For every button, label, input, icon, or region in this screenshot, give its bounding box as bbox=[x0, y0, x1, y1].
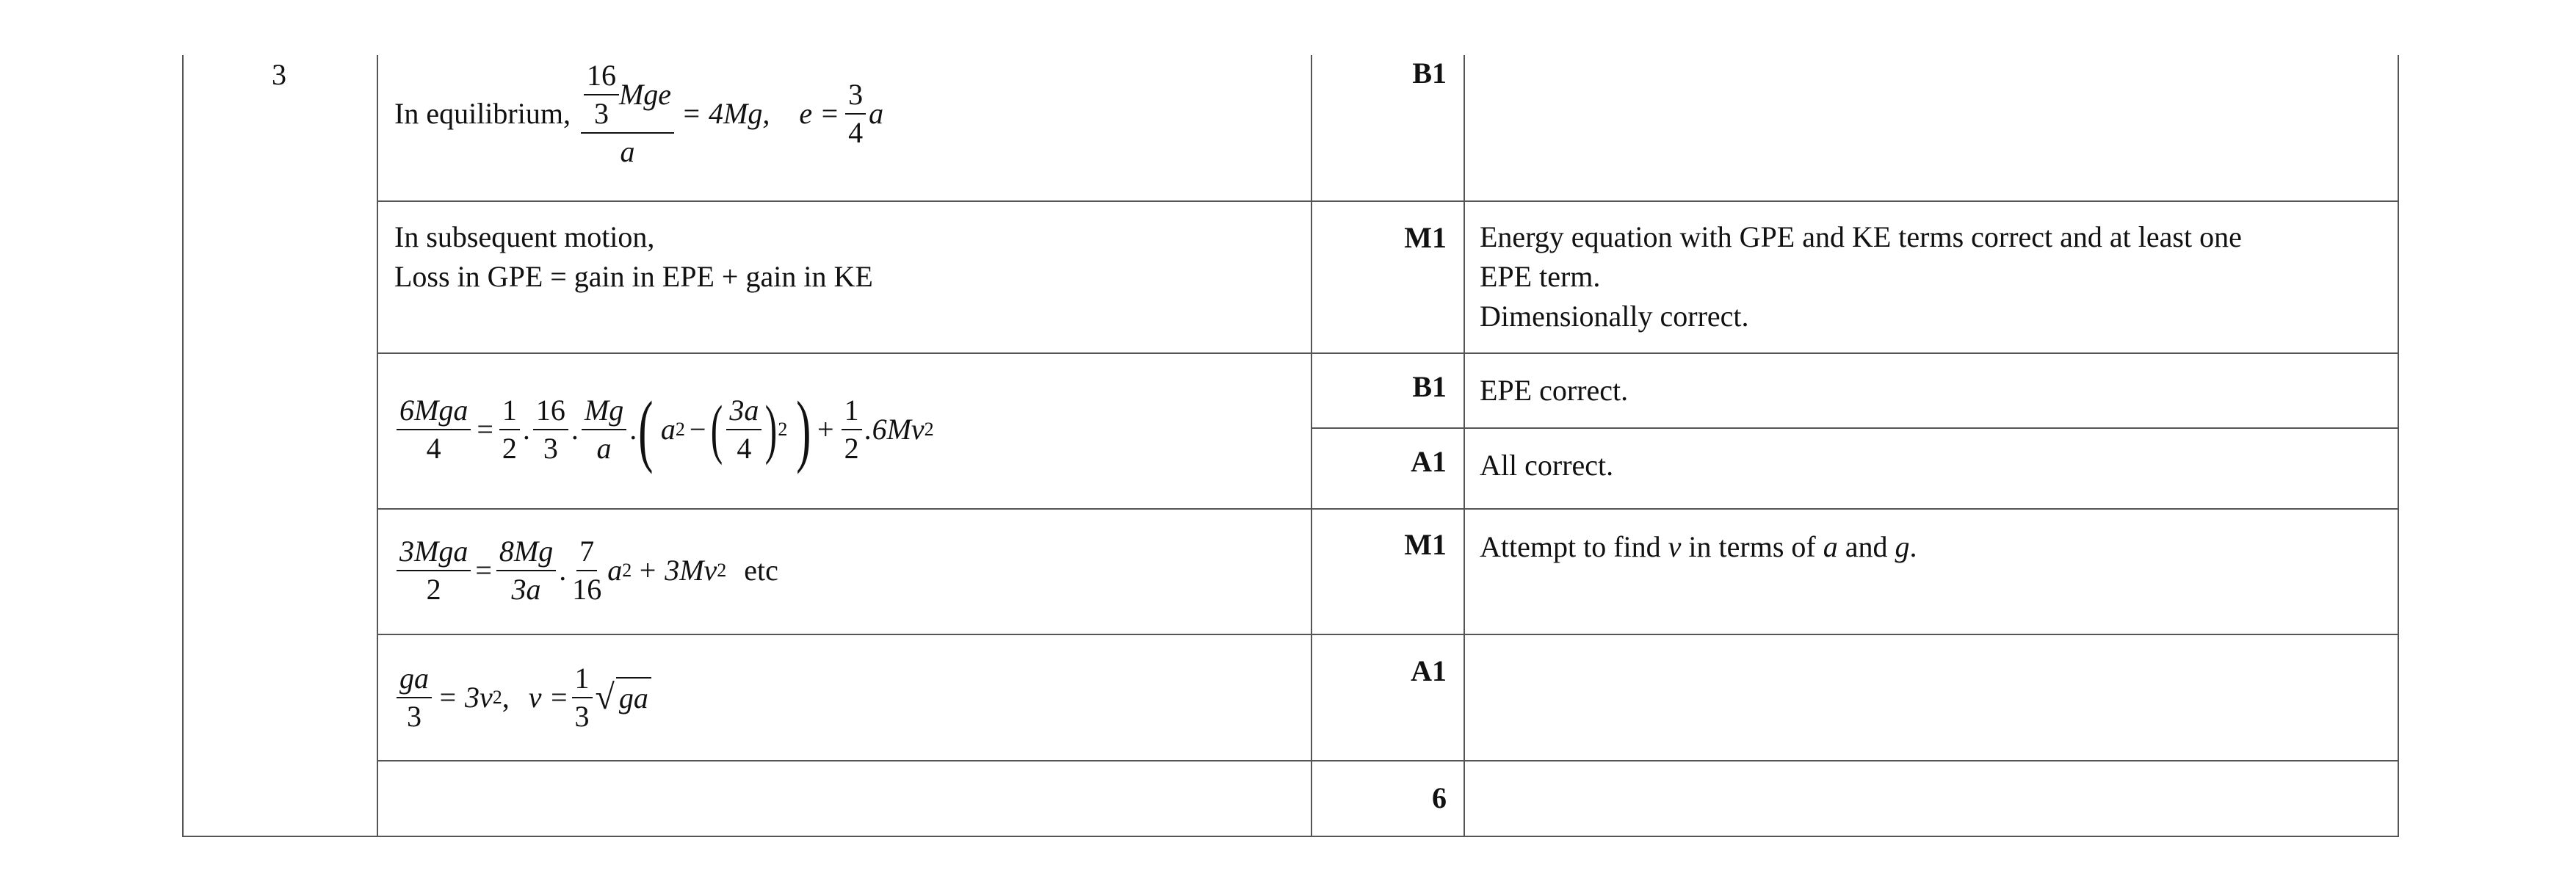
mark-m1-find-v: M1 bbox=[1404, 528, 1447, 561]
note-epe-correct: EPE correct. bbox=[1480, 374, 1629, 407]
energy-equation: $\frac{\text{6Mga}}{4}$ = $\frac{1}{2}$ . $\frac{16}{3}$ . $\frac{Mg}{a}$ . ( a 2 − ( $\frac{3a}{4}$ ) 2 ) + $\frac{1}{2}$ .6Mv 2 bbox=[397, 375, 934, 485]
one-third-fraction: $\frac{1}{3}$ bbox=[572, 662, 593, 734]
mark-m1-energy: M1 bbox=[1404, 221, 1447, 254]
open-paren: ( bbox=[638, 385, 654, 474]
equilibrium-rhs: = 4Mg, bbox=[681, 97, 770, 130]
row-divider bbox=[377, 508, 2399, 510]
equilibrium-equation: In equilibrium, $\frac{16}{3}$ Mge a = 4Mg, e = $\frac{3}{4}$ a bbox=[394, 59, 884, 168]
col-divider-mark bbox=[1464, 55, 1465, 837]
inner-open-paren: ( bbox=[711, 393, 723, 466]
inner-close-paren: ) bbox=[765, 393, 778, 466]
total-marks: 6 bbox=[1432, 781, 1447, 814]
row-divider bbox=[1311, 427, 2399, 429]
row-divider bbox=[377, 760, 2399, 761]
close-paren: ) bbox=[796, 385, 811, 474]
ga-over-three-fraction: $\frac{ga}{3}$ bbox=[397, 662, 432, 734]
row-divider bbox=[377, 634, 2399, 635]
mark-a1-answer: A1 bbox=[1411, 654, 1447, 687]
lhs-fraction-2: $\frac{\text{3Mga}}{2}$ bbox=[397, 535, 471, 607]
sixteen-thirds-fraction: $\frac{16}{3}$ bbox=[533, 394, 568, 466]
question-number: 3 bbox=[272, 58, 286, 91]
row-divider bbox=[377, 200, 2399, 202]
three-a-over-four-fraction: $\frac{3a}{4}$ bbox=[726, 394, 761, 466]
mark-a1-all-correct: A1 bbox=[1411, 445, 1447, 478]
three-quarters: $\frac{3}{4}$ bbox=[845, 78, 866, 150]
mark-b1-epe: B1 bbox=[1412, 370, 1447, 403]
row-divider bbox=[377, 352, 2399, 354]
eight-mg-fraction: $\frac{8Mg}{3a}$ bbox=[496, 535, 556, 607]
equilibrium-prefix: In equilibrium, bbox=[394, 97, 571, 130]
half-fraction: $\frac{1}{2}$ bbox=[499, 394, 520, 466]
table-border-left bbox=[182, 55, 184, 837]
note-energy-equation: Energy equation with GPE and KE terms correct and at least one EPE term. Dimensionally correct. bbox=[1480, 220, 2242, 333]
answer-equation: $\frac{ga}{3}$ = 3v 2 , v = $\frac{1}{3}$ √ ga bbox=[397, 650, 651, 745]
subsequent-motion-text: In subsequent motion, Loss in GPE = gain in EPE + gain in KE bbox=[394, 220, 873, 293]
lhs-fraction: $\frac{\text{6Mga}}{4}$ bbox=[397, 394, 471, 466]
extension-lhs: e = bbox=[799, 97, 840, 130]
sixteen-thirds: $\frac{16}{3}$ bbox=[584, 59, 619, 131]
equilibrium-fraction: $\frac{16}{3}$ Mge a bbox=[581, 59, 674, 169]
mg-over-a-fraction: $\frac{Mg}{a}$ bbox=[582, 394, 626, 466]
seven-sixteenths-fraction: $\frac{7}{16}$ bbox=[572, 535, 602, 606]
half-fraction-2: $\frac{1}{2}$ bbox=[842, 394, 862, 466]
sqrt-symbol: √ bbox=[595, 678, 615, 717]
mark-b1-equilibrium: B1 bbox=[1412, 57, 1447, 90]
table-border-right bbox=[2398, 55, 2399, 837]
simplified-equation: $\frac{\text{3Mga}}{2}$ = $\frac{8Mg}{3a}$ . $\frac{7}{16}$ a 2 + 3Mv 2 etc bbox=[397, 523, 778, 618]
table-border-bottom bbox=[182, 836, 2399, 837]
note-all-correct: All correct. bbox=[1480, 449, 1614, 482]
col-divider-question bbox=[377, 55, 378, 837]
mge: Mge bbox=[618, 78, 672, 111]
note-find-v: Attempt to find v in terms of a and g. bbox=[1480, 530, 1917, 563]
col-divider-answer bbox=[1311, 55, 1312, 837]
